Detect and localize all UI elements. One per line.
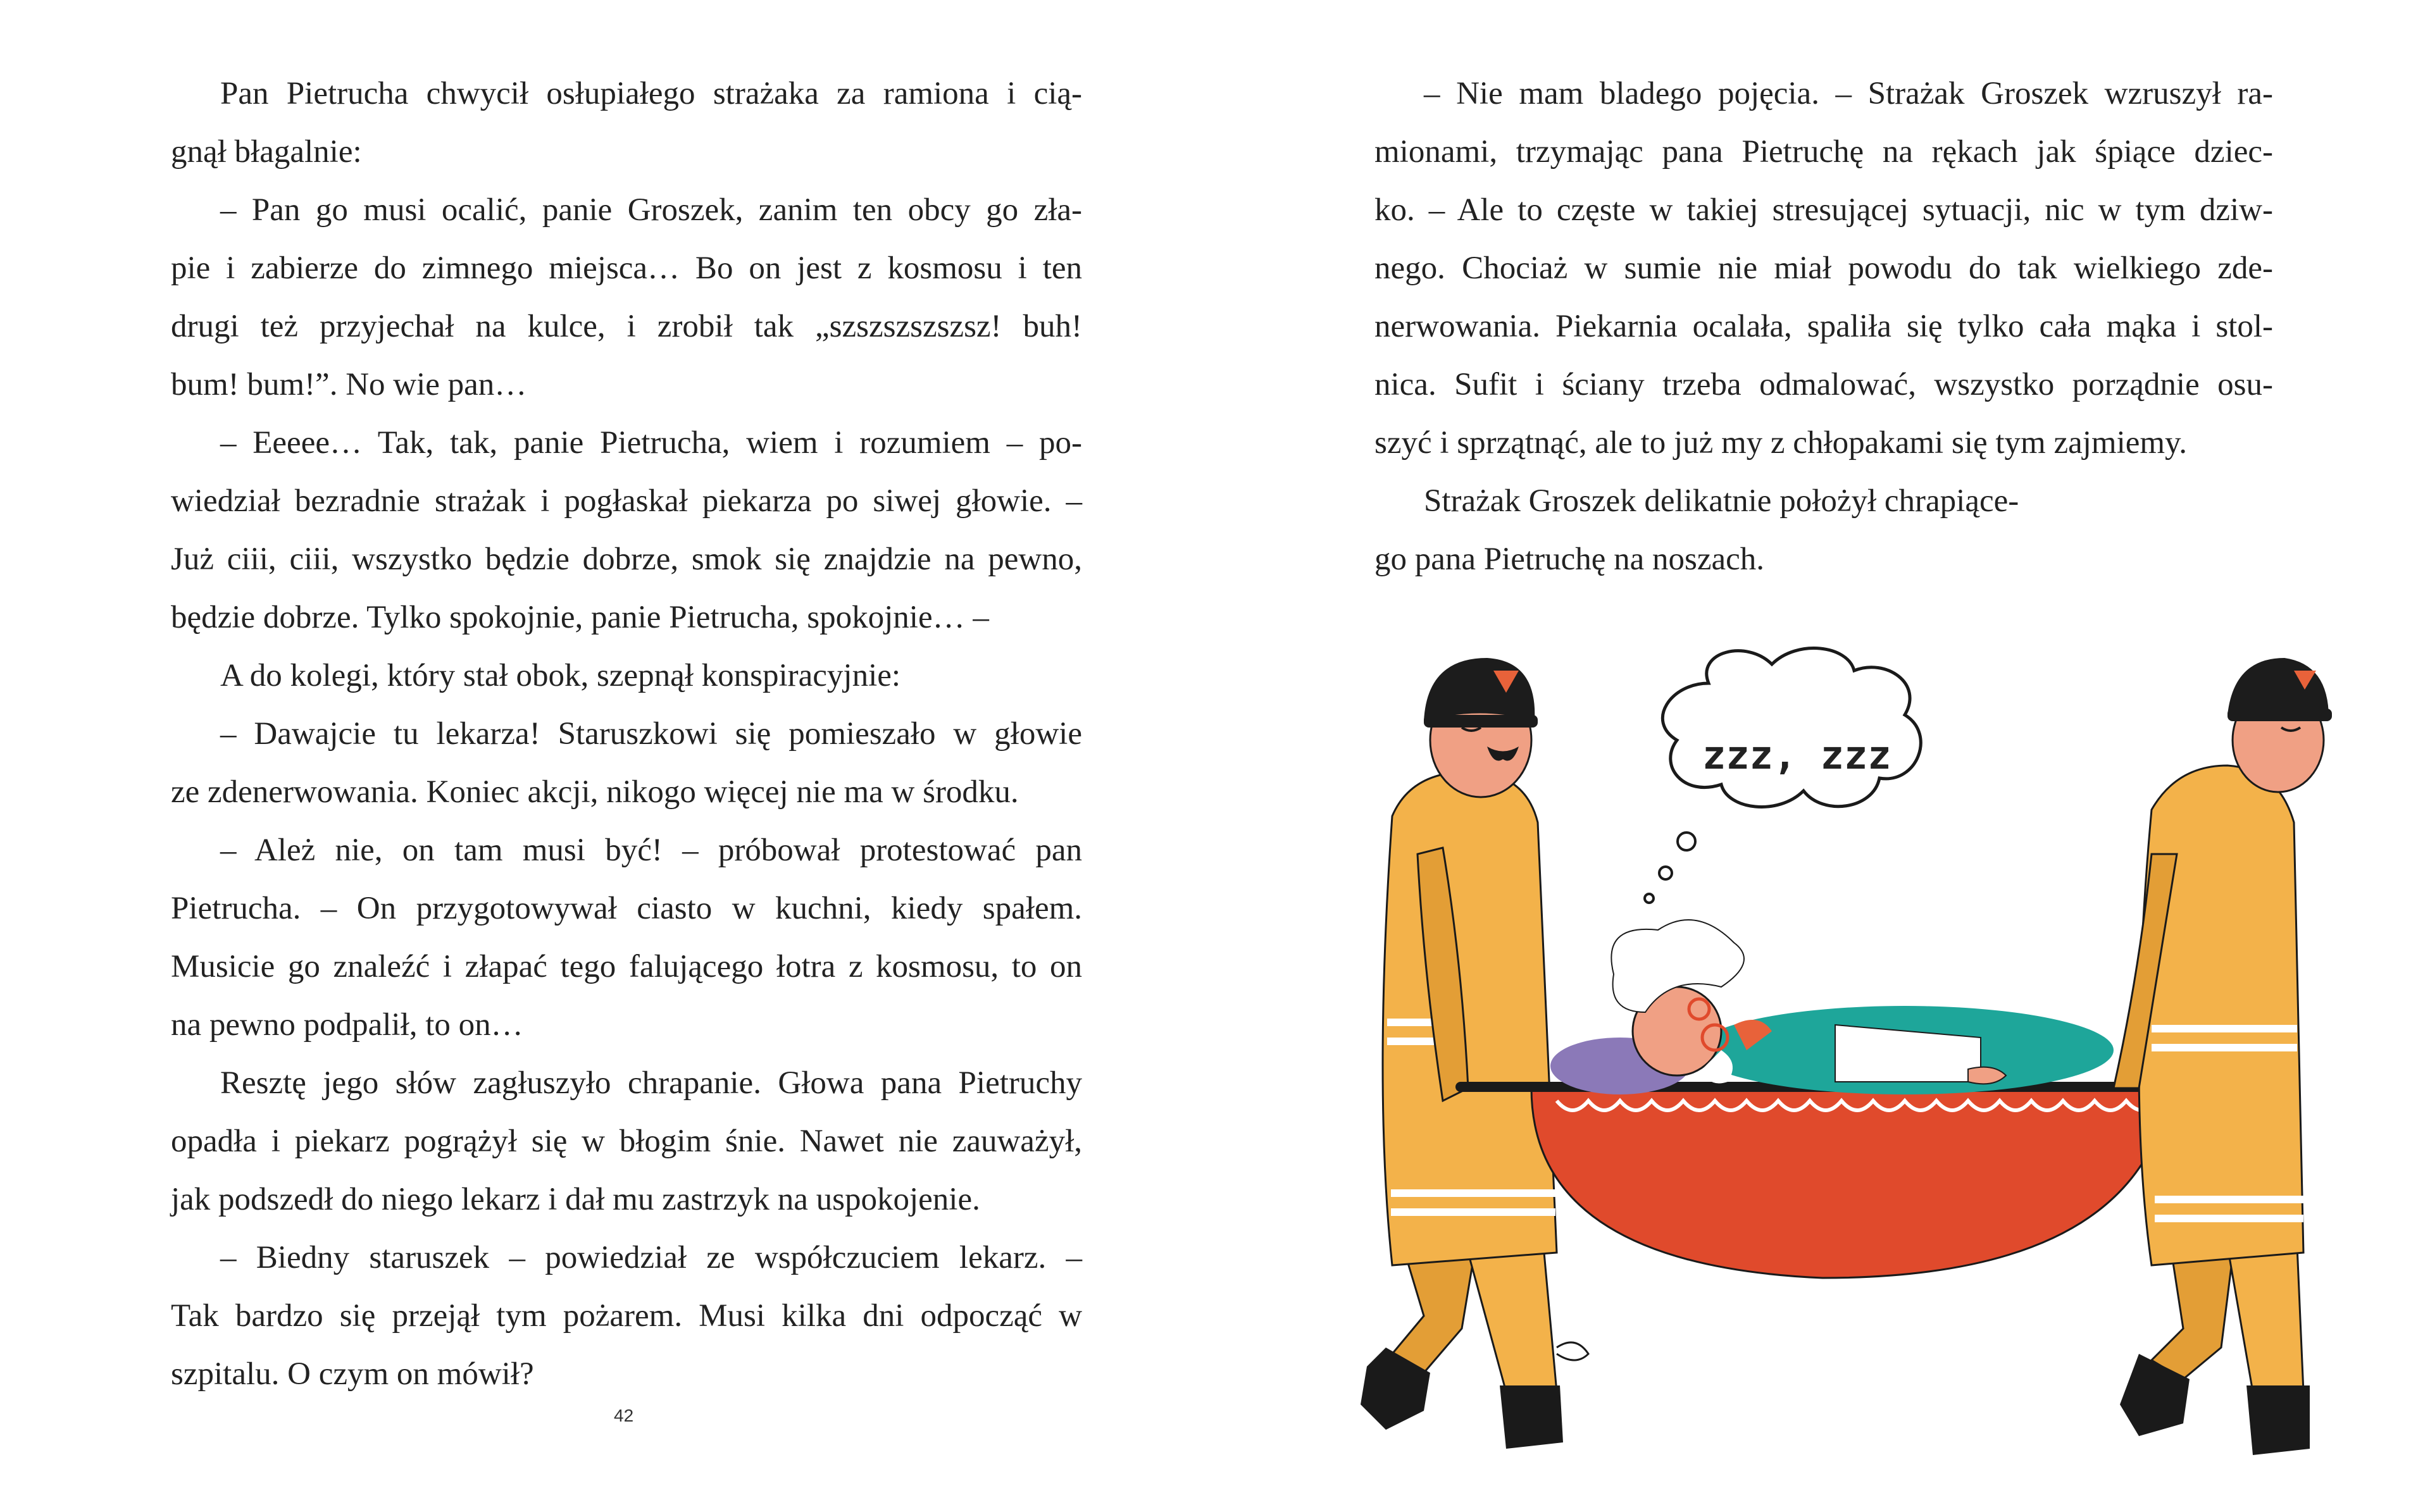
right-page (1215, 0, 2430, 1512)
text-line: mionami, trzymając pana Pietruchę na rękach jak śpiące dziec- (1374, 134, 2273, 170)
left-ff-helmet (1424, 658, 1535, 721)
left-firefighter (1361, 658, 1588, 1449)
text-line: ko. – Ale to częste w takiej stresującej sytuacji, nic w tym dziw- (1374, 192, 2273, 228)
sleeping-baker (1550, 920, 2114, 1094)
text-line: jak podszedł do niego lekarz i dał mu zastrzyk na uspokojenie. (171, 1182, 980, 1217)
right-ff-stripe (2152, 1044, 2297, 1051)
right-ff-stripe (2155, 1215, 2303, 1222)
text-line: – Pan go musi ocalić, panie Groszek, zanim ten obcy go zła- (220, 192, 1082, 228)
left-ff-back-leg (1392, 1253, 1474, 1373)
text-line: będzie dobrze. Tylko spokojnie, panie Pietrucha, spokojnie… – (171, 600, 989, 635)
text-line: bum! bum!”. No wie pan… (171, 367, 527, 402)
text-line: Musicie go znaleźć i złapać tego falującego łotra z kosmosu, to on (171, 949, 1082, 984)
text-line: – Biedny staruszek – powiedział ze współczuciem lekarz. – (220, 1240, 1082, 1275)
text-line: Resztę jego słów zagłuszyło chrapanie. Głowa pana Pietruchy (220, 1065, 1082, 1101)
text-line: nerwowania. Piekarnia ocalała, spaliła się tylko cała mąka i stol- (1374, 309, 2273, 344)
text-line: opadła i piekarz pogrążył się w błogim śnie. Nawet nie zauważył, (171, 1124, 1082, 1159)
text-line: szyć i sprzątnąć, ale to już my z chłopakami się tym zajmiemy. (1374, 425, 2187, 461)
text-line: na pewno podpalił, to on… (171, 1007, 523, 1043)
stretcher (1455, 1082, 2240, 1278)
firefighters-stretcher-illustration (1316, 645, 2392, 1493)
text-line: Pan Pietrucha chwycił osłupiałego strażaka za ramiona i cią- (220, 76, 1082, 111)
stretcher-basket (1531, 1088, 2171, 1278)
page-number: 42 (614, 1406, 634, 1425)
right-firefighter (2114, 658, 2332, 1455)
text-line: nego. Chociaż w sumie nie miał powodu do tak wielkiego zde- (1374, 251, 2273, 286)
text-line: pie i zabierze do zimnego miejsca… Bo on jest z kosmosu i ten (171, 251, 1082, 286)
text-line: – Nie mam bladego pojęcia. – Strażak Groszek wzruszył ra- (1424, 76, 2273, 111)
left-page-text (171, 65, 1082, 1403)
text-line: Strażak Groszek delikatnie położył chrapiące- (1424, 483, 2019, 519)
right-ff-stripe (2155, 1196, 2303, 1203)
text-line: wiedział bezradnie strażak i pogłaskał piekarza po siwej głowie. – (171, 483, 1082, 519)
right-ff-back-leg (2152, 1246, 2234, 1379)
left-ff-front-leg (1468, 1253, 1557, 1392)
text-line: Tak bardzo się przejął tym pożarem. Musi kilka dni odpocząć w (171, 1298, 1082, 1334)
left-ff-stripe (1391, 1208, 1555, 1216)
right-ff-boot-front (2246, 1385, 2310, 1455)
snore-text: zzz, zzz (1702, 732, 1891, 778)
text-line: – Ależ nie, on tam musi być! – próbował protestować pan (220, 833, 1082, 868)
left-ff-boot-front (1500, 1385, 1563, 1449)
right-ff-front-leg (2228, 1246, 2303, 1392)
right-page-text (1374, 65, 2273, 588)
right-ff-jacket (2139, 765, 2303, 1265)
text-line: nica. Sufit i ściany trzeba odmalować, wszystko porządnie osu- (1374, 367, 2273, 402)
text-line: gnął błagalnie: (171, 134, 362, 170)
text-line: go pana Pietruchę na noszach. (1374, 542, 1765, 577)
text-line: – Eeeee… Tak, tak, panie Pietrucha, wiem i rozumiem – po- (220, 425, 1082, 461)
thought-bubble (1645, 648, 1921, 903)
text-line: szpitalu. O czym on mówił? (171, 1356, 534, 1392)
text-line: A do kolegi, który stał obok, szepnął konspiracyjnie: (220, 658, 901, 693)
right-ff-stripe (2152, 1025, 2297, 1032)
text-line: ze zdenerwowania. Koniec akcji, nikogo więcej nie ma w środku. (171, 774, 1019, 810)
text-line: drugi też przyjechał na kulce, i zrobił tak „szszszszszsz! buh! (171, 309, 1082, 344)
text-line: Pietrucha. – On przygotowywał ciasto w kuchni, kiedy spałem. (171, 891, 1082, 926)
left-ff-stripe (1391, 1189, 1555, 1197)
text-line: – Dawajcie tu lekarza! Staruszkowi się pomieszało w głowie (220, 716, 1082, 752)
text-line: Już ciii, ciii, wszystko będzie dobrze, smok się znajdzie na pewno, (171, 542, 1082, 577)
